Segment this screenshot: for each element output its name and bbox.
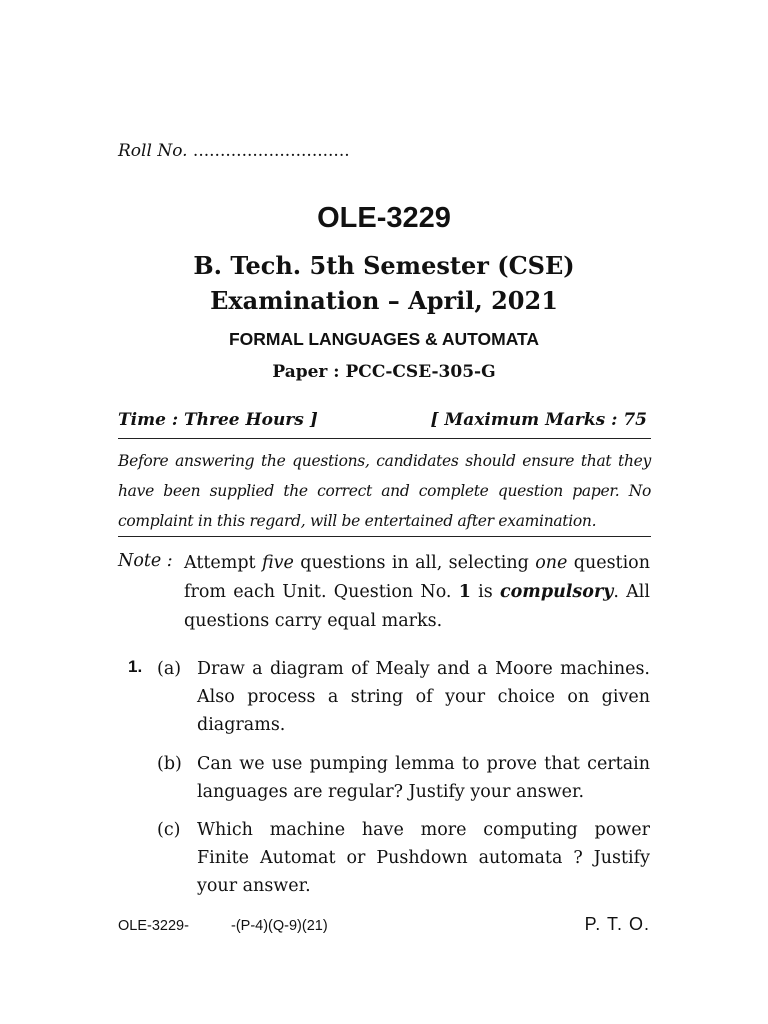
- part-a-label: (a): [157, 659, 182, 679]
- paper-code: OLE-3229: [317, 202, 451, 234]
- roll-number: [118, 141, 350, 161]
- note-text-part: is: [470, 582, 500, 602]
- exam-title-line1: B. Tech. 5th Semester (CSE): [193, 251, 575, 280]
- maximum-marks: [ Maximum Marks : 75: [430, 410, 647, 430]
- subject-title: FORMAL LANGUAGES & AUTOMATA: [228, 329, 540, 349]
- roll-number-dots: .............................: [187, 141, 350, 161]
- part-c-text: Which machine have more computing power Finite Automat or Pushdown automata ? Justify your answer.: [197, 820, 650, 896]
- note-question-number: 1: [458, 582, 471, 602]
- footer-pto: P. T. O.: [584, 914, 650, 934]
- note-text-part: . All questions carry equal marks.: [184, 582, 650, 631]
- divider-top: [118, 438, 651, 439]
- note-text-part: Attempt: [184, 553, 262, 573]
- footer-print-info: -(P-4)(Q-9)(21): [231, 918, 328, 934]
- note-text-part: questions in all, selecting: [293, 553, 536, 573]
- instructions-text: Before answering the questions, candidates should ensure that they have been supplied the correct and complete question paper. No complaint in this regard, will be entertained after examination.: [118, 452, 651, 530]
- divider-bottom: [118, 536, 651, 537]
- note-emphasis-compulsory: compulsory: [499, 582, 614, 602]
- part-b-label: (b): [157, 754, 182, 774]
- note-emphasis-one: one: [535, 553, 568, 573]
- paper-number: Paper : PCC-CSE-305-G: [272, 362, 496, 382]
- part-a-text: Draw a diagram of Mealy and a Moore machines. Also process a string of your choice on given diagrams.: [197, 659, 650, 735]
- question-number: 1.: [128, 657, 143, 676]
- part-c-label: (c): [157, 820, 181, 840]
- note-text-part: question from each Unit. Question No.: [184, 553, 650, 602]
- part-b-text: Can we use pumping lemma to prove that certain languages are regular? Justify your answer.: [197, 754, 650, 802]
- roll-number-label: Roll No.: [118, 141, 188, 161]
- note-label: Note :: [118, 551, 173, 571]
- exam-title-line2: Examination – April, 2021: [210, 286, 558, 315]
- note-text: [184, 549, 650, 636]
- footer-paper-code: OLE-3229-: [118, 918, 189, 934]
- time-allowed: Time : Three Hours ]: [118, 410, 318, 430]
- note-emphasis-five: five: [261, 553, 294, 573]
